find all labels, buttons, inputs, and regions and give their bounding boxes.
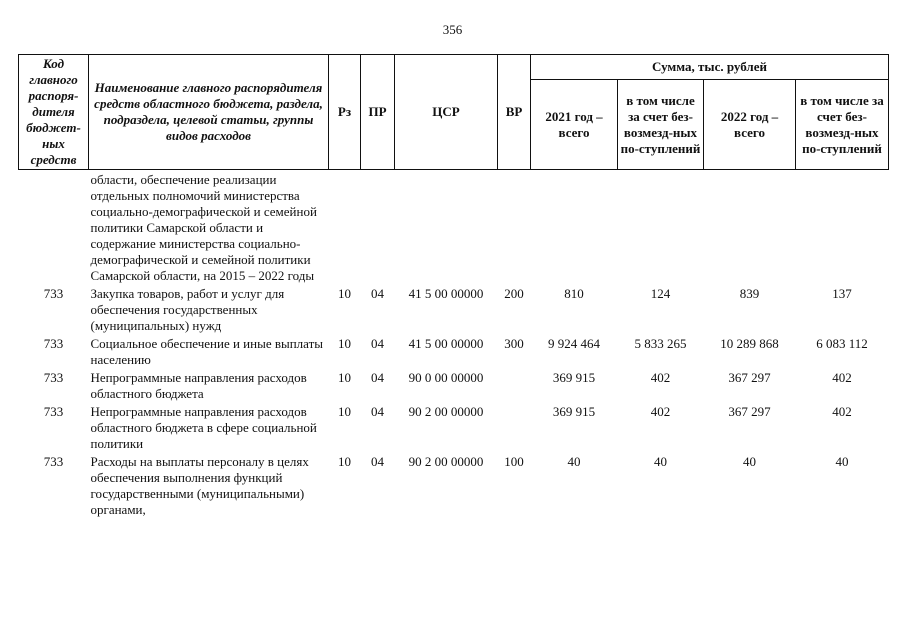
cell-2021-total: 369 915 [552,370,596,385]
cell-pr: 04 [371,286,384,301]
cell-name: Социальное обеспечение и иные выплаты населению [90,336,324,367]
header-2021-free: в том числе за счет без-возмезд-ных по-ступлений [618,80,704,170]
table-row [19,402,889,452]
cell-code: 733 [43,286,64,301]
cell-rz: 10 [338,336,351,351]
cell-2022-free: 40 [835,454,849,469]
cell-csr: 90 0 00 00000 [408,370,484,385]
cell-2022-free: 402 [832,370,852,385]
cell-code: 733 [43,454,64,469]
header-sum-group: Сумма, тыс. рублей [531,55,889,80]
cell-code: 733 [43,336,64,351]
table-header [19,55,889,170]
cell-2021-free: 402 [650,370,671,385]
header-2022-total: 2022 год – всего [704,80,796,170]
cell-code: 733 [43,404,64,419]
cell-2022-total: 10 289 868 [720,336,779,351]
cell-2022-free: 6 083 112 [816,336,868,351]
cell-name: Расходы на выплаты персоналу в целях обеспечения выполнения функций государственными (муниципальными) органами, [90,454,309,517]
cell-2021-free: 402 [650,404,671,419]
cell-2022-free: 137 [832,286,852,301]
cell-pr: 04 [371,404,384,419]
cell-2022-total: 839 [739,286,760,301]
cell-csr: 90 2 00 00000 [408,454,484,469]
cell-csr: 90 2 00 00000 [408,404,484,419]
cell-name: Непрограммные направления расходов областного бюджета [90,370,307,401]
cell-2021-total: 810 [564,286,584,301]
cell-vr [498,402,531,452]
header-2022-free: в том числе за счет без-возмезд-ных по-ступлений [796,80,889,170]
table-row [19,334,889,368]
cell-2021-free: 5 833 265 [634,336,687,351]
cell-csr: 41 5 00 00000 [408,286,484,301]
table-body [19,170,889,519]
cell-2021-total: 40 [567,454,581,469]
header-code: Код главного распоря-дителя бюджет-ных средств [19,55,89,170]
table-row-continuation [19,170,889,285]
budget-table [18,54,889,518]
cell-2022-free: 402 [832,404,852,419]
cell-2021-total: 9 924 464 [548,336,600,351]
cell-code: 733 [43,370,64,385]
cell-2021-free: 40 [654,454,667,469]
cell-vr: 200 [504,286,524,301]
cell-2021-free: 124 [650,286,671,301]
cell-name: Непрограммные направления расходов областного бюджета в сфере социальной политики [90,404,317,451]
cell-vr: 300 [504,336,524,351]
cell-2021-total: 369 915 [552,404,596,419]
header-csr: ЦСР [395,55,498,170]
header-pr: ПР [361,55,395,170]
cell-rz: 10 [338,370,351,385]
header-name: Наименование главного распорядителя средств областного бюджета, раздела, подраздела, целевой статьи, группы видов расходов [89,55,329,170]
cell-pr: 04 [371,370,384,385]
table-row [19,368,889,402]
cell-rz: 10 [338,454,351,469]
header-2021-total: 2021 год – всего [531,80,618,170]
cell-2022-total: 367 297 [728,404,771,419]
header-vr: ВР [498,55,531,170]
cell-2022-total: 40 [743,454,756,469]
cell-2022-total: 367 297 [728,370,771,385]
cell-name: Закупка товаров, работ и услуг для обеспечения государственных (муниципальных) нужд [90,286,285,333]
header-rz: Рз [329,55,361,170]
continuation-text: области, обеспечение реализации отдельных полномочий министерства социально-демографической и семейной политики Самарской области и содержание министерства социально-демографической и семейной политики Самарской области, на 2015 – 2022 годы [90,172,317,283]
table-row [19,452,889,518]
cell-rz: 10 [338,286,351,301]
cell-pr: 04 [371,454,384,469]
cell-vr: 100 [504,454,524,469]
cell-vr [498,368,531,402]
cell-rz: 10 [338,404,351,419]
table-row [19,284,889,334]
cell-csr: 41 5 00 00000 [408,336,484,351]
page-number: 356 [442,22,463,37]
cell-pr: 04 [371,336,384,351]
